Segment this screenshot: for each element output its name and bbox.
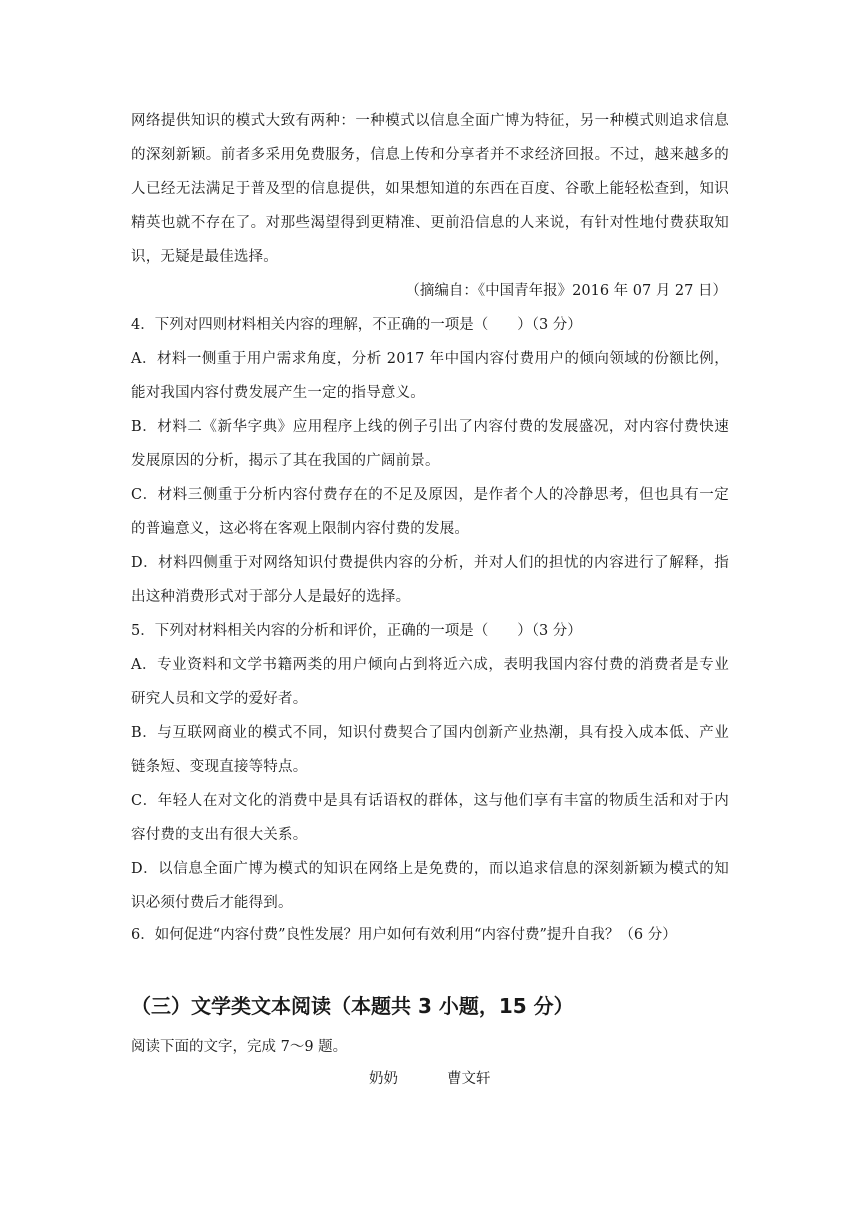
question-5-option-a: A．专业资料和文学书籍两类的用户倾向占到将近六成，表明我国内容付费的消费者是专业研究人员和文学的爱好者。: [131, 657, 729, 707]
section-instruction: 阅读下面的文字，完成 7～9 题。: [131, 1039, 348, 1055]
passage-paragraph: 网络提供知识的模式大致有两种：一种模式以信息全面广博为特征，另一种模式则追求信息的深刻新颖。前者多采用免费服务，信息上传和分享者并不求经济回报。不过，越来越多的人已经无法满足于普及型的信息提供，如果想知道的东西在百度、谷歌上能轻松查到，知识精英也就不存在了。对那些渴望得到更精准、更前沿信息的人来说，有针对性地付费获取知识，无疑是最佳选择。: [131, 113, 729, 265]
question-4-option-a: A．材料一侧重于用户需求角度，分析 2017 年中国内容付费用户的倾向领域的份额比例，能对我国内容付费发展产生一定的指导意义。: [131, 351, 729, 401]
question-5-option-c: C．年轻人在对文化的消费中是具有话语权的群体，这与他们享有丰富的物质生活和对于内容付费的支出有很大关系。: [131, 793, 729, 843]
section-heading: （三）文学类文本阅读（本题共 3 小题，15 分）: [131, 994, 574, 1018]
question-4-option-d: D．材料四侧重于对网络知识付费提供内容的分析，并对人们的担忧的内容进行了解释，指出这种消费形式对于部分人是最好的选择。: [131, 555, 729, 605]
question-6-stem: 6．如何促进“内容付费”良性发展？用户如何有效利用“内容付费”提升自我？（6 分）: [131, 927, 677, 943]
question-4-option-b: B．材料二《新华字典》应用程序上线的例子引出了内容付费的发展盛况，对内容付费快速发展原因的分析，揭示了其在我国的广阔前景。: [131, 419, 729, 469]
question-4-stem: 4．下列对四则材料相关内容的理解，不正确的一项是（ ）（3 分）: [131, 317, 582, 333]
story-title: 奶奶: [369, 1071, 398, 1087]
question-5-option-d: D．以信息全面广博为模式的知识在网络上是免费的，而以追求信息的深刻新颖为模式的知识必须付费后才能得到。: [131, 861, 729, 911]
question-4-option-c: C．材料三侧重于分析内容付费存在的不足及原因，是作者个人的冷静思考，但也具有一定的普遍意义，这必将在客观上限制内容付费的发展。: [131, 487, 729, 537]
story-author: 曹文轩: [447, 1071, 491, 1087]
question-5-stem: 5．下列对材料相关内容的分析和评价，正确的一项是（ ）（3 分）: [131, 623, 582, 639]
question-5-option-b: B．与互联网商业的模式不同，知识付费契合了国内创新产业热潮，具有投入成本低、产业链条短、变现直接等特点。: [131, 725, 729, 775]
passage-source: （摘编自：《中国青年报》2016 年 07 月 27 日）: [405, 283, 727, 299]
